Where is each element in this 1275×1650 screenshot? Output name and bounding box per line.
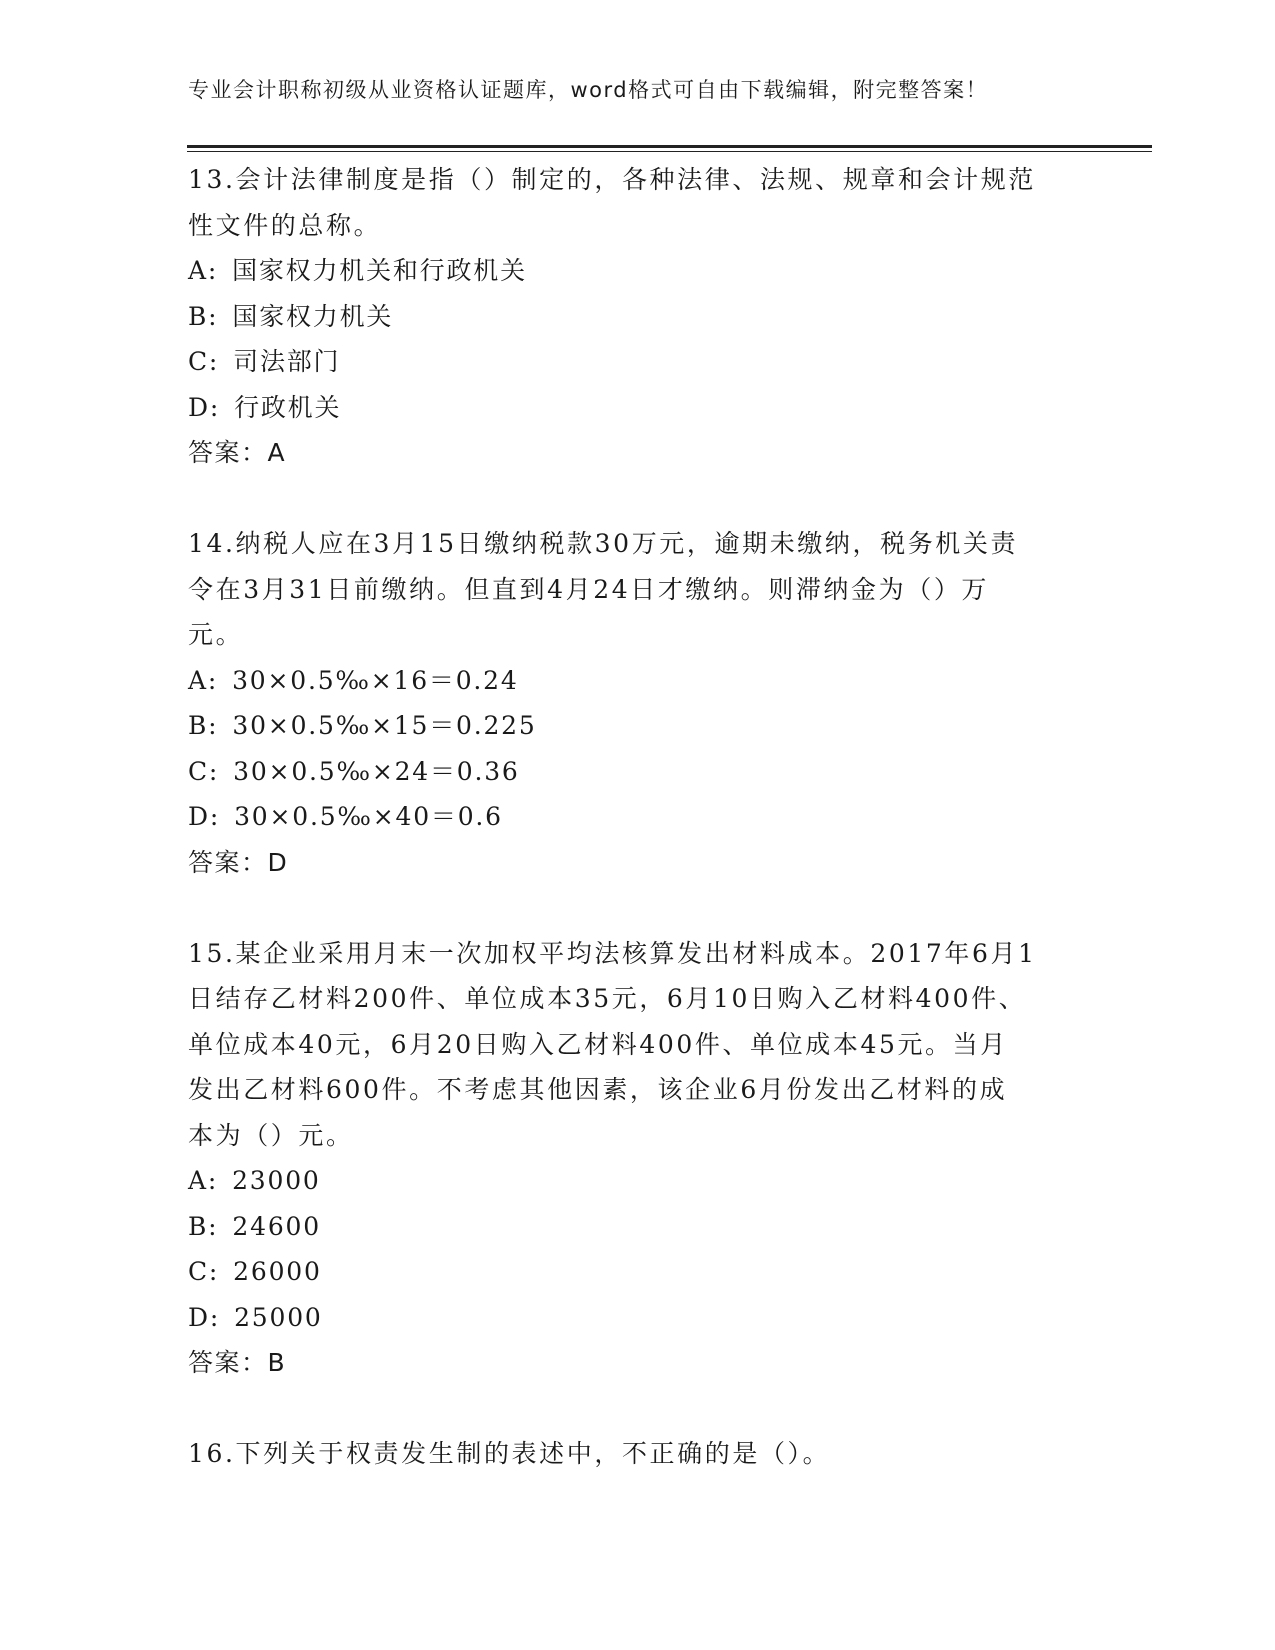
- question-block: [188, 157, 1088, 476]
- option-letter: B:: [188, 711, 219, 740]
- option-text: 国家权力机关: [232, 301, 394, 331]
- option-letter: C:: [188, 347, 220, 376]
- option-text: 26000: [233, 1257, 322, 1286]
- option-item: [188, 248, 1088, 294]
- option-letter: D:: [188, 392, 221, 422]
- option-text: 23000: [232, 1166, 321, 1195]
- answer-line: 答案：D: [188, 847, 289, 877]
- option-letter: B:: [188, 1211, 219, 1241]
- option-item: [188, 794, 1088, 840]
- option-item: [188, 294, 1088, 340]
- option-list: [188, 1158, 1088, 1340]
- question-text-line: 发出乙材料600件。不考虑其他因素，该企业6月份发出乙材料的成: [188, 1075, 1008, 1104]
- question-block: [188, 521, 1088, 885]
- question-block: [188, 931, 1088, 1386]
- option-letter: A:: [188, 665, 219, 695]
- option-letter: A:: [188, 256, 219, 285]
- option-text: 30×0.5‰×24＝0.36: [233, 756, 520, 786]
- question-text-line: 日结存乙材料200件、单位成本35元，6月10日购入乙材料400件、: [188, 984, 1027, 1013]
- question-text-line: 单位成本40元，6月20日购入乙材料400件、单位成本45元。当月: [188, 1029, 1008, 1059]
- header-rule-thin: [187, 151, 1152, 152]
- question-text-line: 性文件的总称。: [188, 210, 382, 240]
- option-item: [188, 703, 1088, 749]
- option-text: 24600: [232, 1211, 321, 1241]
- option-letter: A:: [188, 1166, 219, 1195]
- question-text-line: 令在3月31日前缴纳。但直到4月24日才缴纳。则滞纳金为（）万: [188, 574, 990, 604]
- question-spacer: [188, 885, 1088, 931]
- option-text: 行政机关: [234, 392, 342, 422]
- option-item: [188, 1295, 1088, 1341]
- option-text: 25000: [234, 1302, 323, 1332]
- answer-line: 答案：A: [188, 438, 287, 467]
- page-header: 专业会计职称初级从业资格认证题库，word格式可自由下载编辑，附完整答案！: [188, 78, 989, 102]
- option-item: [188, 385, 1088, 431]
- option-letter: B:: [188, 301, 219, 331]
- option-item: [188, 658, 1088, 704]
- question-block: [188, 1431, 1088, 1477]
- option-item: [188, 339, 1088, 385]
- question-spacer: [188, 1386, 1088, 1432]
- option-text: 30×0.5‰×40＝0.6: [234, 802, 503, 831]
- option-item: [188, 1249, 1088, 1295]
- option-item: [188, 749, 1088, 795]
- question-text-line: 13.会计法律制度是指（）制定的，各种法律、法规、规章和会计规范: [188, 165, 1036, 194]
- option-letter: D:: [188, 802, 221, 831]
- option-text: 30×0.5‰×15＝0.225: [232, 711, 537, 740]
- question-text-line: 元。: [188, 620, 244, 649]
- option-item: [188, 1158, 1088, 1204]
- option-list: [188, 248, 1088, 430]
- option-item: [188, 1204, 1088, 1250]
- option-text: 国家权力机关和行政机关: [232, 256, 527, 285]
- header-rule-thick: [187, 145, 1152, 148]
- option-letter: C:: [188, 1257, 220, 1286]
- option-text: 30×0.5‰×16＝0.24: [232, 665, 519, 695]
- question-text-line: 14.纳税人应在3月15日缴纳税款30万元，逾期未缴纳，税务机关责: [188, 529, 1019, 558]
- question-text-line: 15.某企业采用月末一次加权平均法核算发出材料成本。2017年6月1: [188, 938, 1037, 968]
- option-list: [188, 658, 1088, 840]
- question-text-line: 16.下列关于权责发生制的表述中，不正确的是（）。: [188, 1439, 831, 1468]
- option-text: 司法部门: [233, 347, 341, 376]
- question-list: [188, 157, 1088, 1477]
- option-letter: D:: [188, 1302, 221, 1332]
- question-text-line: 本为（）元。: [188, 1120, 354, 1150]
- answer-line: 答案：B: [188, 1348, 287, 1377]
- option-letter: C:: [188, 756, 220, 786]
- question-spacer: [188, 476, 1088, 522]
